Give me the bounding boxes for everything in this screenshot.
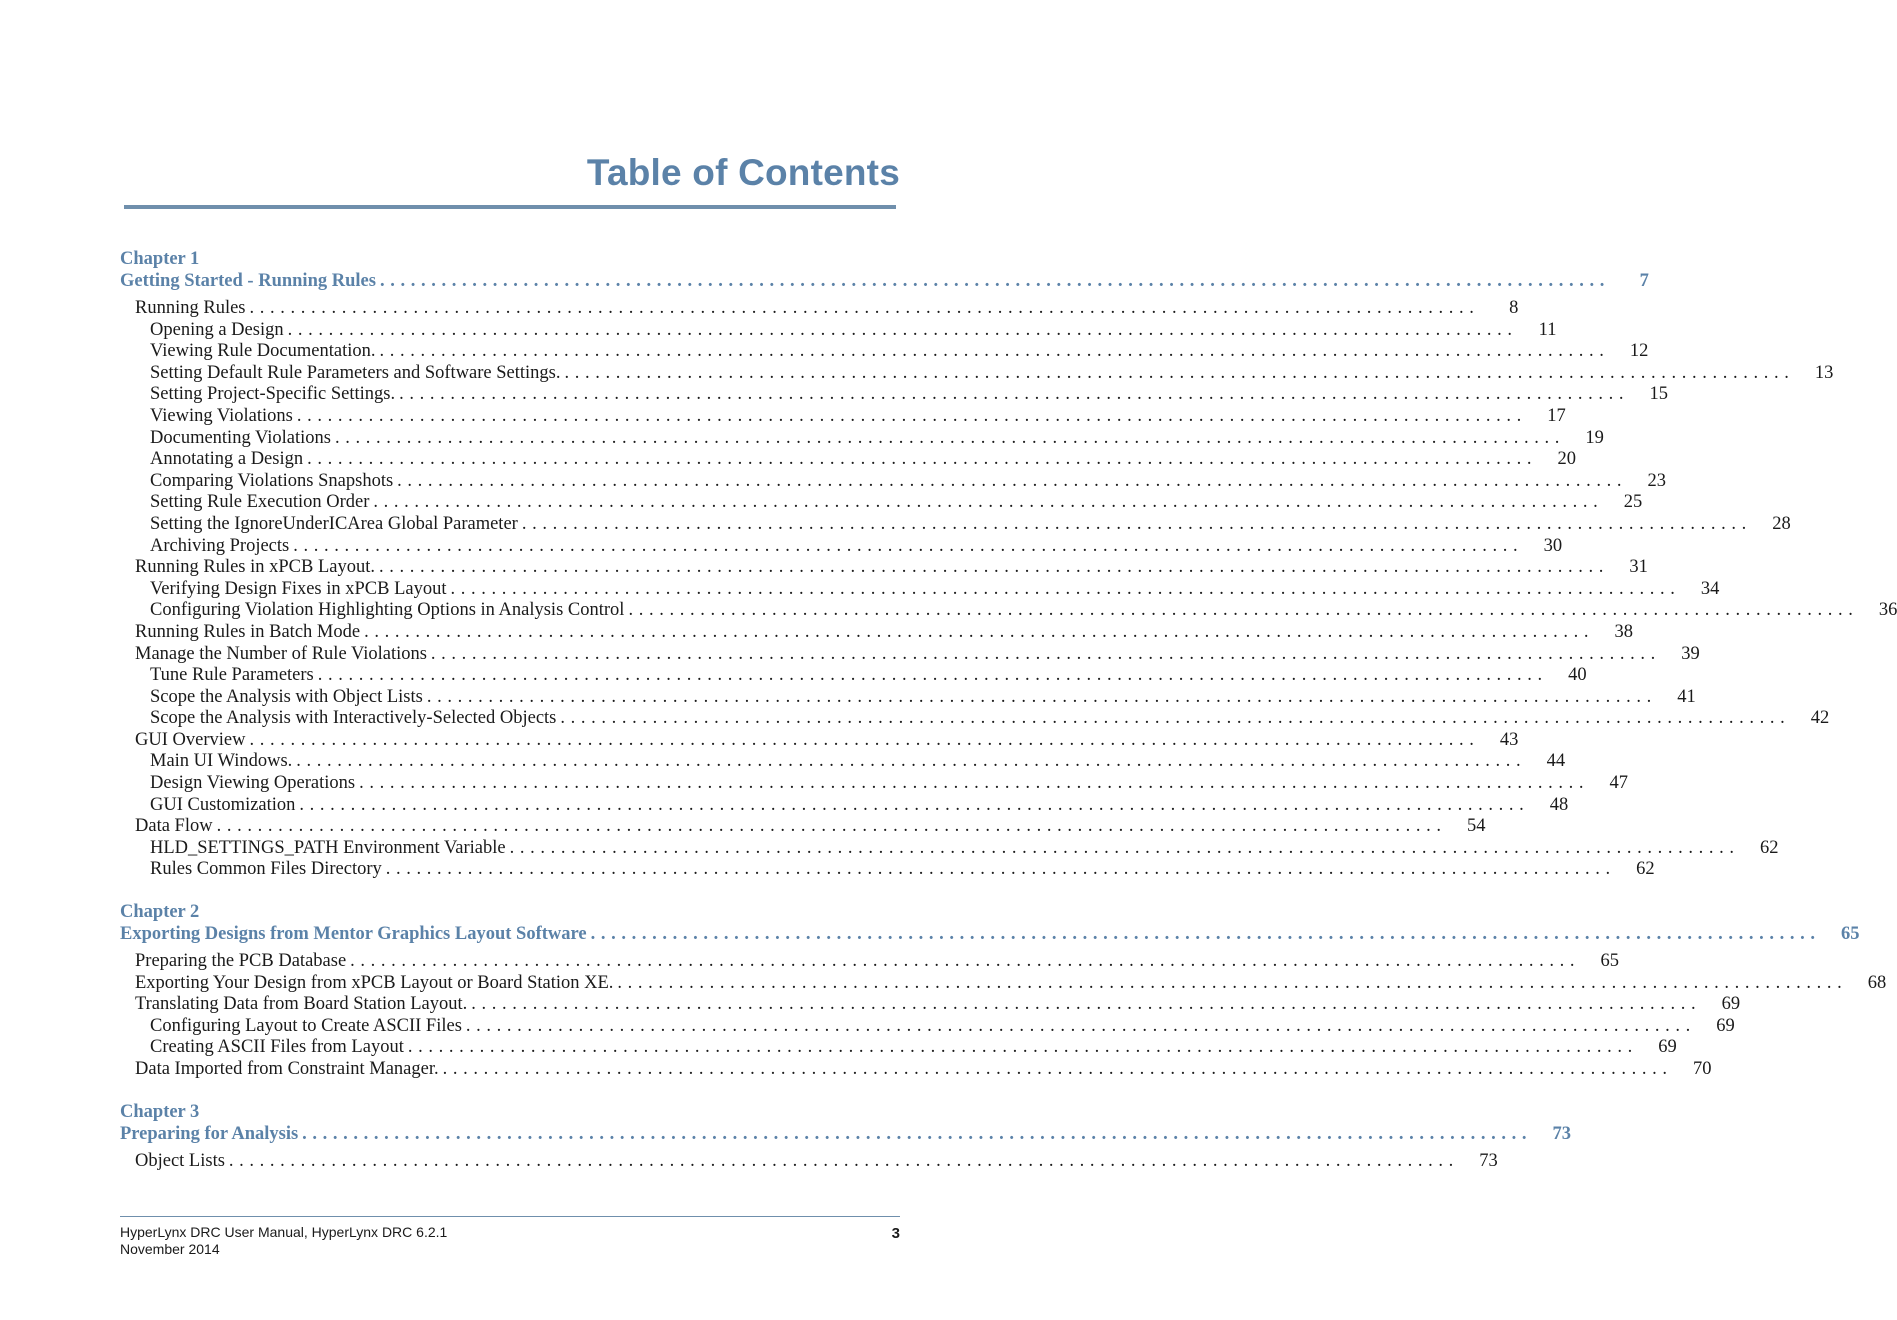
toc-page-number: 11 (1538, 319, 1557, 340)
toc-entry[interactable] (120, 859, 1655, 881)
toc-entry[interactable] (120, 492, 1643, 514)
dot-leader: . . . . . . . . . . . . . . . . . . . . . . . . . . . . . . . . . . . . . . . . . . . . . . . . . . . . . . . . . . . . . . . . . . . . . . . . . . . . . . . . . . . . . . . . . . . . . . . . . . . . . . . . . . . . . . . . . . . . . . . . (296, 751, 1522, 772)
dot-leader: . . . . . . . . . . . . . . . . . . . . . . . . . . . . . . . . . . . . . . . . . . . . . . . . . . . . . . . . . . . . . . . . . . . . . . . . . . . . . . . . . . . . . . . . . . . . . . . . . . . . . . . . . . . . . . . . . . . . . . . . (430, 643, 1656, 664)
toc-page-number: 68 (1867, 972, 1887, 993)
toc-entry-label: Archiving Projects (150, 535, 290, 556)
toc-entry-label: Viewing Violations (150, 405, 293, 426)
toc-entry-label: Setting the IgnoreUnderICArea Global Parameter (150, 513, 518, 534)
dot-leader: . . . . . . . . . . . . . . . . . . . . . . . . . . . . . . . . . . . . . . . . . . . . . . . . . . . . . . . . . . . . . . . . . . . . . . . . . . . . . . . . . . . . . . . . . . . . . . . . . . . . . . . . . . . . . . . . . . . . . . . . (296, 405, 1522, 426)
dot-leader: . . . . . . . . . . . . . . . . . . . . . . . . . . . . . . . . . . . . . . . . . . . . . . . . . . . . . . . . . . . . . . . . . . . . . . . . . . . . . . . . . . . . . . . . . . . . . . . . . . . . . . . . . . . . . . . . . . . . . . . . (407, 1037, 1633, 1058)
toc-entry[interactable] (120, 729, 1519, 752)
toc-entry[interactable] (120, 384, 1668, 406)
dot-leader: . . . . . . . . . . . . . . . . . . . . . . . . . . . . . . . . . . . . . . . . . . . . . . . . . . . . . . . . . . . . . . . . . . . . . . . . . . . . . . . . . . . . . . . . . . . . . . . . . . . . . . . . . . . . . . . . . . . . . . . . (249, 298, 1475, 318)
toc-page-number: 12 (1629, 341, 1649, 362)
toc-entry[interactable] (120, 1059, 1712, 1081)
dot-leader: . . . . . . . . . . . . . . . . . . . . . . . . . . . . . . . . . . . . . . . . . . . . . . . . . . . . . . . . . . . . . . . . . . . . . . . . . . . . . . . . . . . . . . . . . . . . . . . . . . . . . . . . . . . . . . . . . . . . . . . . (249, 729, 1475, 750)
dot-leader: . . . . . . . . . . . . . . . . . . . . . . . . . . . . . . . . . . . . . . . . . . . . . . . . . . . . . . . . . . . . . . . . . . . . . . . . . . . . . . . . . . . . . . . . . . . . . . . . . . . . . . . . . . . . . . . . . . . . . . . . (359, 773, 1584, 794)
dot-leader: . . . . . . . . . . . . . . . . . . . . . . . . . . . . . . . . . . . . . . . . . . . . . . . . . . . . . . . . . . . . . . . . . . . . . . . . . . . . . . . . . . . . . . . . . . . . . . . . . . . . . . . . . . . . . . . . . . . . . . . . (317, 665, 1543, 686)
dot-leader: . . . . . . . . . . . . . . . . . . . . . . . . . . . . . . . . . . . . . . . . . . . . . . . . . . . . . . . . . . . . . . . . . . . . . . . . . . . . . . . . . . . . . . . . . . . . . . . . . . . . . . . . . . . . . . . . . . . . . . . . (373, 492, 1599, 513)
toc-entry[interactable] (120, 816, 1486, 838)
toc-page-number: 73 (1479, 1150, 1498, 1171)
chapter-title-entry[interactable] (120, 1123, 1572, 1146)
toc-entry[interactable] (120, 686, 1696, 709)
dot-leader: . . . . . . . . . . . . . . . . . . . . . . . . . . . . . . . . . . . . . . . . . . . . . . . . . . . . . . . . . . . . . . . . . . . . . . . . . . . . . . . . . . . . . . . . . . . . . . . . . . . . . . . . . . . . . . . . . . . . . . . . (590, 924, 1816, 945)
toc-entry[interactable] (120, 557, 1648, 579)
footer-divider (120, 1216, 900, 1217)
toc-page-number: 65 (1600, 951, 1620, 972)
toc-page-number: 62 (1759, 837, 1779, 858)
page-footer (120, 1224, 900, 1258)
page-title: Table of Contents (586, 152, 900, 193)
chapter-label: Chapter 2 (120, 902, 200, 923)
toc-page-number: 36 (1878, 600, 1897, 621)
chapter-spacer (120, 1081, 900, 1101)
toc-page-number: 70 (1693, 1059, 1712, 1079)
toc-entry[interactable] (120, 708, 1830, 730)
toc-page-number: 20 (1557, 449, 1576, 470)
toc-entry-label: Preparing the PCB Database (135, 951, 347, 972)
chapter-title-entry[interactable] (120, 270, 1649, 293)
toc-entry-label: Scope the Analysis with Interactively-Selected Objects (150, 708, 557, 729)
toc-entry-label: Running Rules in Batch Mode (135, 621, 361, 642)
toc-page-number: 73 (1552, 1123, 1572, 1144)
toc-page-number: 7 (1639, 271, 1649, 291)
toc-entry[interactable] (120, 535, 1563, 558)
toc-entry[interactable] (120, 578, 1720, 601)
dot-leader: . . . . . . . . . . . . . . . . . . . . . . . . . . . . . . . . . . . . . . . . . . . . . . . . . . . . . . . . . . . . . . . . . . . . . . . . . . . . . . . . . . . . . . . . . . . . . . . . . . . . . . . . . . . . . . . . . . . . . . . . (450, 578, 1676, 599)
dot-leader: . . . . . . . . . . . . . . . . . . . . . . . . . . . . . . . . . . . . . . . . . . . . . . . . . . . . . . . . . . . . . . . . . . . . . . . . . . . . . . . . . . . . . . . . . . . . . . . . . . . . . . . . . . . . . . . . . . . . . . . . (471, 994, 1697, 1015)
dot-leader: . . . . . . . . . . . . . . . . . . . . . . . . . . . . . . . . . . . . . . . . . . . . . . . . . . . . . . . . . . . . . . . . . . . . . . . . . . . . . . . . . . . . . . . . . . . . . . . . . . . . . . . . . . . . . . . . . . . . . . . . (465, 1015, 1691, 1036)
toc-entry-label: Verifying Design Fixes in xPCB Layout (150, 578, 447, 599)
toc-page-number: 28 (1772, 513, 1791, 534)
dot-leader: . . . . . . . . . . . . . . . . . . . . . . . . . . . . . . . . . . . . . . . . . . . . . . . . . . . . . . . . . . . . . . . . . . . . . . . . . . . . . . . . . . . . . . . . . . . . . . . . . . . . . . . . . . . . . . . . . . . . . . . . (399, 384, 1624, 405)
chapter-spacer (120, 881, 900, 901)
toc-page-number: 69 (1721, 994, 1741, 1015)
dot-leader: . . . . . . . . . . . . . . . . . . . . . . . . . . . . . . . . . . . . . . . . . . . . . . . . . . . . . . . . . . . . . . . . . . . . . . . . . . . . . . . . . . . . . . . . . . . . . . . . . . . . . . . . . . . . . . . . . . . . . . . . (617, 972, 1843, 993)
dot-leader: . . . . . . . . . . . . . . . . . . . . . . . . . . . . . . . . . . . . . . . . . . . . . . . . . . . . . . . . . . . . . . . . . . . . . . . . . . . . . . . . . . . . . . . . . . . . . . . . . . . . . . . . . . . . . . . . . . . . . . . . (385, 859, 1611, 880)
toc-entry-label: Design Viewing Operations (150, 773, 356, 794)
toc-entry-label: Setting Project-Specific Settings. (150, 384, 396, 405)
toc-entry[interactable] (120, 1037, 1677, 1059)
toc-page-number: 48 (1549, 794, 1569, 815)
dot-leader: . . . . . . . . . . . . . . . . . . . . . . . . . . . . . . . . . . . . . . . . . . . . . . . . . . . . . . . . . . . . . . . . . . . . . . . . . . . . . . . . . . . . . . . . . . . . . . . . . . . . . . . . . . . . . . . . . . . . . . . . (379, 271, 1605, 291)
dot-leader: . . . . . . . . . . . . . . . . . . . . . . . . . . . . . . . . . . . . . . . . . . . . . . . . . . . . . . . . . . . . . . . . . . . . . . . . . . . . . . . . . . . . . . . . . . . . . . . . . . . . . . . . . . . . . . . . . . . . . . . . (560, 708, 1786, 729)
toc-entry[interactable] (120, 773, 1628, 795)
toc-entry[interactable] (120, 994, 1741, 1016)
toc-entry-label: Main UI Windows. (150, 751, 293, 772)
toc-page-number: 30 (1543, 535, 1563, 556)
toc-entry-label: Annotating a Design (150, 449, 304, 470)
toc-entry-label: Data Imported from Constraint Manager. (135, 1059, 439, 1079)
toc-entry-label: Tune Rule Parameters (150, 665, 314, 686)
toc-page-number: 42 (1810, 708, 1830, 729)
dot-leader: . . . . . . . . . . . . . . . . . . . . . . . . . . . . . . . . . . . . . . . . . . . . . . . . . . . . . . . . . . . . . . . . . . . . . . . . . . . . . . . . . . . . . . . . . . . . . . . . . . . . . . . . . . . . . . . . . . . . . . . . (228, 1150, 1454, 1171)
toc-entry-label: Viewing Rule Documentation. (150, 341, 376, 362)
chapter-label: Chapter 3 (120, 1101, 200, 1122)
toc-page-number: 17 (1547, 405, 1566, 426)
dot-leader: . . . . . . . . . . . . . . . . . . . . . . . . . . . . . . . . . . . . . . . . . . . . . . . . . . . . . . . . . . . . . . . . . . . . . . . . . . . . . . . . . . . . . . . . . . . . . . . . . . . . . . . . . . . . . . . . . . . . . . . . (299, 794, 1525, 815)
toc-entry[interactable] (120, 643, 1700, 666)
title-divider (124, 205, 896, 209)
toc-entry[interactable] (120, 405, 1566, 428)
toc-entry-label: Rules Common Files Directory (150, 859, 382, 880)
toc-entry-label: Running Rules in xPCB Layout. (135, 557, 376, 578)
toc-entry[interactable] (120, 600, 1897, 622)
footer-page-number: 3 (891, 1225, 900, 1242)
toc-entry[interactable] (120, 298, 1519, 320)
dot-leader: . . . . . . . . . . . . . . . . . . . . . . . . . . . . . . . . . . . . . . . . . . . . . . . . . . . . . . . . . . . . . . . . . . . . . . . . . . . . . . . . . . . . . . . . . . . . . . . . . . . . . . . . . . . . . . . . . . . . . . . . (287, 319, 1513, 340)
toc-entry-label: HLD_SETTINGS_PATH Environment Variable (150, 837, 506, 858)
toc-entry[interactable] (120, 449, 1576, 471)
toc-entry-label: Opening a Design (150, 319, 284, 340)
dot-leader: . . . . . . . . . . . . . . . . . . . . . . . . . . . . . . . . . . . . . . . . . . . . . . . . . . . . . . . . . . . . . . . . . . . . . . . . . . . . . . . . . . . . . . . . . . . . . . . . . . . . . . . . . . . . . . . . . . . . . . . . (564, 362, 1790, 383)
toc-entry-label: Exporting Your Design from xPCB Layout or Board Station XE. (135, 972, 614, 993)
toc-page-number: 8 (1509, 298, 1519, 318)
toc-page-number: 65 (1840, 924, 1860, 945)
toc-page-number: 62 (1636, 859, 1655, 880)
toc-entry[interactable] (120, 951, 1620, 973)
toc-entry[interactable] (120, 1015, 1735, 1038)
toc-page-number: 13 (1814, 362, 1834, 383)
toc-entry-label: Manage the Number of Rule Violations (135, 643, 427, 664)
toc-page-number: 25 (1623, 492, 1643, 513)
dot-leader: . . . . . . . . . . . . . . . . . . . . . . . . . . . . . . . . . . . . . . . . . . . . . . . . . . . . . . . . . . . . . . . . . . . . . . . . . . . . . . . . . . . . . . . . . . . . . . . . . . . . . . . . . . . . . . . . . . . . . . . . (216, 816, 1442, 837)
dot-leader: . . . . . . . . . . . . . . . . . . . . . . . . . . . . . . . . . . . . . . . . . . . . . . . . . . . . . . . . . . . . . . . . . . . . . . . . . . . . . . . . . . . . . . . . . . . . . . . . . . . . . . . . . . . . . . . . . . . . . . . . (293, 535, 1519, 556)
dot-leader: . . . . . . . . . . . . . . . . . . . . . . . . . . . . . . . . . . . . . . . . . . . . . . . . . . . . . . . . . . . . . . . . . . . . . . . . . . . . . . . . . . . . . . . . . . . . . . . . . . . . . . . . . . . . . . . . . . . . . . . . (397, 470, 1623, 491)
toc-page-number: 69 (1716, 1015, 1735, 1036)
toc-page-number: 15 (1649, 384, 1668, 405)
dot-leader: . . . . . . . . . . . . . . . . . . . . . . . . . . . . . . . . . . . . . . . . . . . . . . . . . . . . . . . . . . . . . . . . . . . . . . . . . . . . . . . . . . . . . . . . . . . . . . . . . . . . . . . . . . . . . . . . . . . . . . . . (379, 341, 1605, 362)
toc-entry-label: GUI Customization (150, 794, 296, 815)
toc-page-number: 38 (1614, 621, 1633, 642)
dot-leader: . . . . . . . . . . . . . . . . . . . . . . . . . . . . . . . . . . . . . . . . . . . . . . . . . . . . . . . . . . . . . . . . . . . . . . . . . . . . . . . . . . . . . . . . . . . . . . . . . . . . . . . . . . . . . . . . . . . . . . . . (379, 557, 1604, 578)
toc-page-number: 23 (1647, 470, 1667, 491)
dot-leader: . . . . . . . . . . . . . . . . . . . . . . . . . . . . . . . . . . . . . . . . . . . . . . . . . . . . . . . . . . . . . . . . . . . . . . . . . . . . . . . . . . . . . . . . . . . . . . . . . . . . . . . . . . . . . . . . . . . . . . . . (350, 951, 1576, 972)
toc-entry-label: GUI Overview (135, 729, 246, 750)
dot-leader: . . . . . . . . . . . . . . . . . . . . . . . . . . . . . . . . . . . . . . . . . . . . . . . . . . . . . . . . . . . . . . . . . . . . . . . . . . . . . . . . . . . . . . . . . . . . . . . . . . . . . . . . . . . . . . . . . . . . . . . . (426, 686, 1652, 707)
toc-entry[interactable] (120, 341, 1649, 363)
chapter-title-entry[interactable] (120, 923, 1860, 946)
toc-entry[interactable] (120, 1150, 1498, 1173)
toc-entry-label: Setting Rule Execution Order (150, 492, 370, 513)
toc-entry-label: Documenting Violations (150, 427, 331, 448)
toc-entry-label: Scope the Analysis with Object Lists (150, 686, 423, 707)
dot-leader: . . . . . . . . . . . . . . . . . . . . . . . . . . . . . . . . . . . . . . . . . . . . . . . . . . . . . . . . . . . . . . . . . . . . . . . . . . . . . . . . . . . . . . . . . . . . . . . . . . . . . . . . . . . . . . . . . . . . . . . . (628, 600, 1854, 621)
dot-leader: . . . . . . . . . . . . . . . . . . . . . . . . . . . . . . . . . . . . . . . . . . . . . . . . . . . . . . . . . . . . . . . . . . . . . . . . . . . . . . . . . . . . . . . . . . . . . . . . . . . . . . . . . . . . . . . . . . . . . . . . (307, 449, 1532, 470)
toc-entry[interactable] (120, 362, 1834, 385)
dot-leader: . . . . . . . . . . . . . . . . . . . . . . . . . . . . . . . . . . . . . . . . . . . . . . . . . . . . . . . . . . . . . . . . . . . . . . . . . . . . . . . . . . . . . . . . . . . . . . . . . . . . . . . . . . . . . . . . . . . . . . . . (302, 1123, 1528, 1144)
footer-date: November 2014 (120, 1241, 220, 1257)
toc-page-number: 34 (1700, 578, 1720, 599)
toc-entry[interactable] (120, 972, 1887, 995)
table-of-contents (120, 248, 1897, 1172)
toc-entry-label: Configuring Layout to Create ASCII Files (150, 1015, 462, 1036)
toc-entry[interactable] (120, 319, 1557, 342)
toc-page-number: 47 (1609, 773, 1628, 794)
toc-entry-label: Creating ASCII Files from Layout (150, 1037, 404, 1058)
toc-page-number: 41 (1677, 686, 1696, 707)
toc-entry[interactable] (120, 427, 1604, 450)
toc-entry-label: Data Flow (135, 816, 213, 837)
toc-entry[interactable] (120, 621, 1633, 644)
toc-entry-label: Object Lists (135, 1150, 225, 1171)
toc-entry[interactable] (120, 470, 1667, 493)
toc-entry-label: Comparing Violations Snapshots (150, 470, 394, 491)
toc-entry-label: Exporting Designs from Mentor Graphics Layout Software (120, 924, 587, 945)
toc-entry-label: Preparing for Analysis (120, 1123, 299, 1144)
toc-entry-label: Getting Started - Running Rules (120, 271, 376, 291)
toc-entry[interactable] (120, 665, 1587, 687)
toc-page-number: 43 (1499, 729, 1519, 750)
dot-leader: . . . . . . . . . . . . . . . . . . . . . . . . . . . . . . . . . . . . . . . . . . . . . . . . . . . . . . . . . . . . . . . . . . . . . . . . . . . . . . . . . . . . . . . . . . . . . . . . . . . . . . . . . . . . . . . . . . . . . . . . (509, 837, 1735, 858)
footer-manual-title: HyperLynx DRC User Manual, HyperLynx DRC 6.2.1 (120, 1224, 448, 1240)
toc-entry-label: Configuring Violation Highlighting Options in Analysis Control (150, 600, 625, 621)
toc-entry[interactable] (120, 837, 1779, 860)
dot-leader: . . . . . . . . . . . . . . . . . . . . . . . . . . . . . . . . . . . . . . . . . . . . . . . . . . . . . . . . . . . . . . . . . . . . . . . . . . . . . . . . . . . . . . . . . . . . . . . . . . . . . . . . . . . . . . . . . . . . . . . . (521, 513, 1747, 534)
toc-page-number: 31 (1629, 557, 1648, 578)
toc-page-number: 40 (1568, 665, 1587, 686)
toc-entry[interactable] (120, 751, 1566, 773)
dot-leader: . . . . . . . . . . . . . . . . . . . . . . . . . . . . . . . . . . . . . . . . . . . . . . . . . . . . . . . . . . . . . . . . . . . . . . . . . . . . . . . . . . . . . . . . . . . . . . . . . . . . . . . . . . . . . . . . . . . . . . . . (364, 621, 1589, 642)
toc-page-number: 39 (1681, 643, 1700, 664)
dot-leader: . . . . . . . . . . . . . . . . . . . . . . . . . . . . . . . . . . . . . . . . . . . . . . . . . . . . . . . . . . . . . . . . . . . . . . . . . . . . . . . . . . . . . . . . . . . . . . . . . . . . . . . . . . . . . . . . . . . . . . . . (442, 1059, 1668, 1079)
chapter-label: Chapter 1 (120, 249, 200, 269)
toc-page-number: 69 (1658, 1037, 1677, 1058)
toc-page-number: 54 (1466, 816, 1486, 837)
toc-entry-label: Translating Data from Board Station Layout. (135, 994, 468, 1015)
dot-leader: . . . . . . . . . . . . . . . . . . . . . . . . . . . . . . . . . . . . . . . . . . . . . . . . . . . . . . . . . . . . . . . . . . . . . . . . . . . . . . . . . . . . . . . . . . . . . . . . . . . . . . . . . . . . . . . . . . . . . . . . (334, 427, 1560, 448)
toc-entry-label: Running Rules (135, 298, 246, 318)
toc-page-number: 44 (1546, 751, 1566, 772)
toc-entry[interactable] (120, 794, 1569, 817)
toc-entry-label: Setting Default Rule Parameters and Software Settings. (150, 362, 561, 383)
toc-entry[interactable] (120, 513, 1791, 536)
toc-page-number: 19 (1585, 427, 1604, 448)
